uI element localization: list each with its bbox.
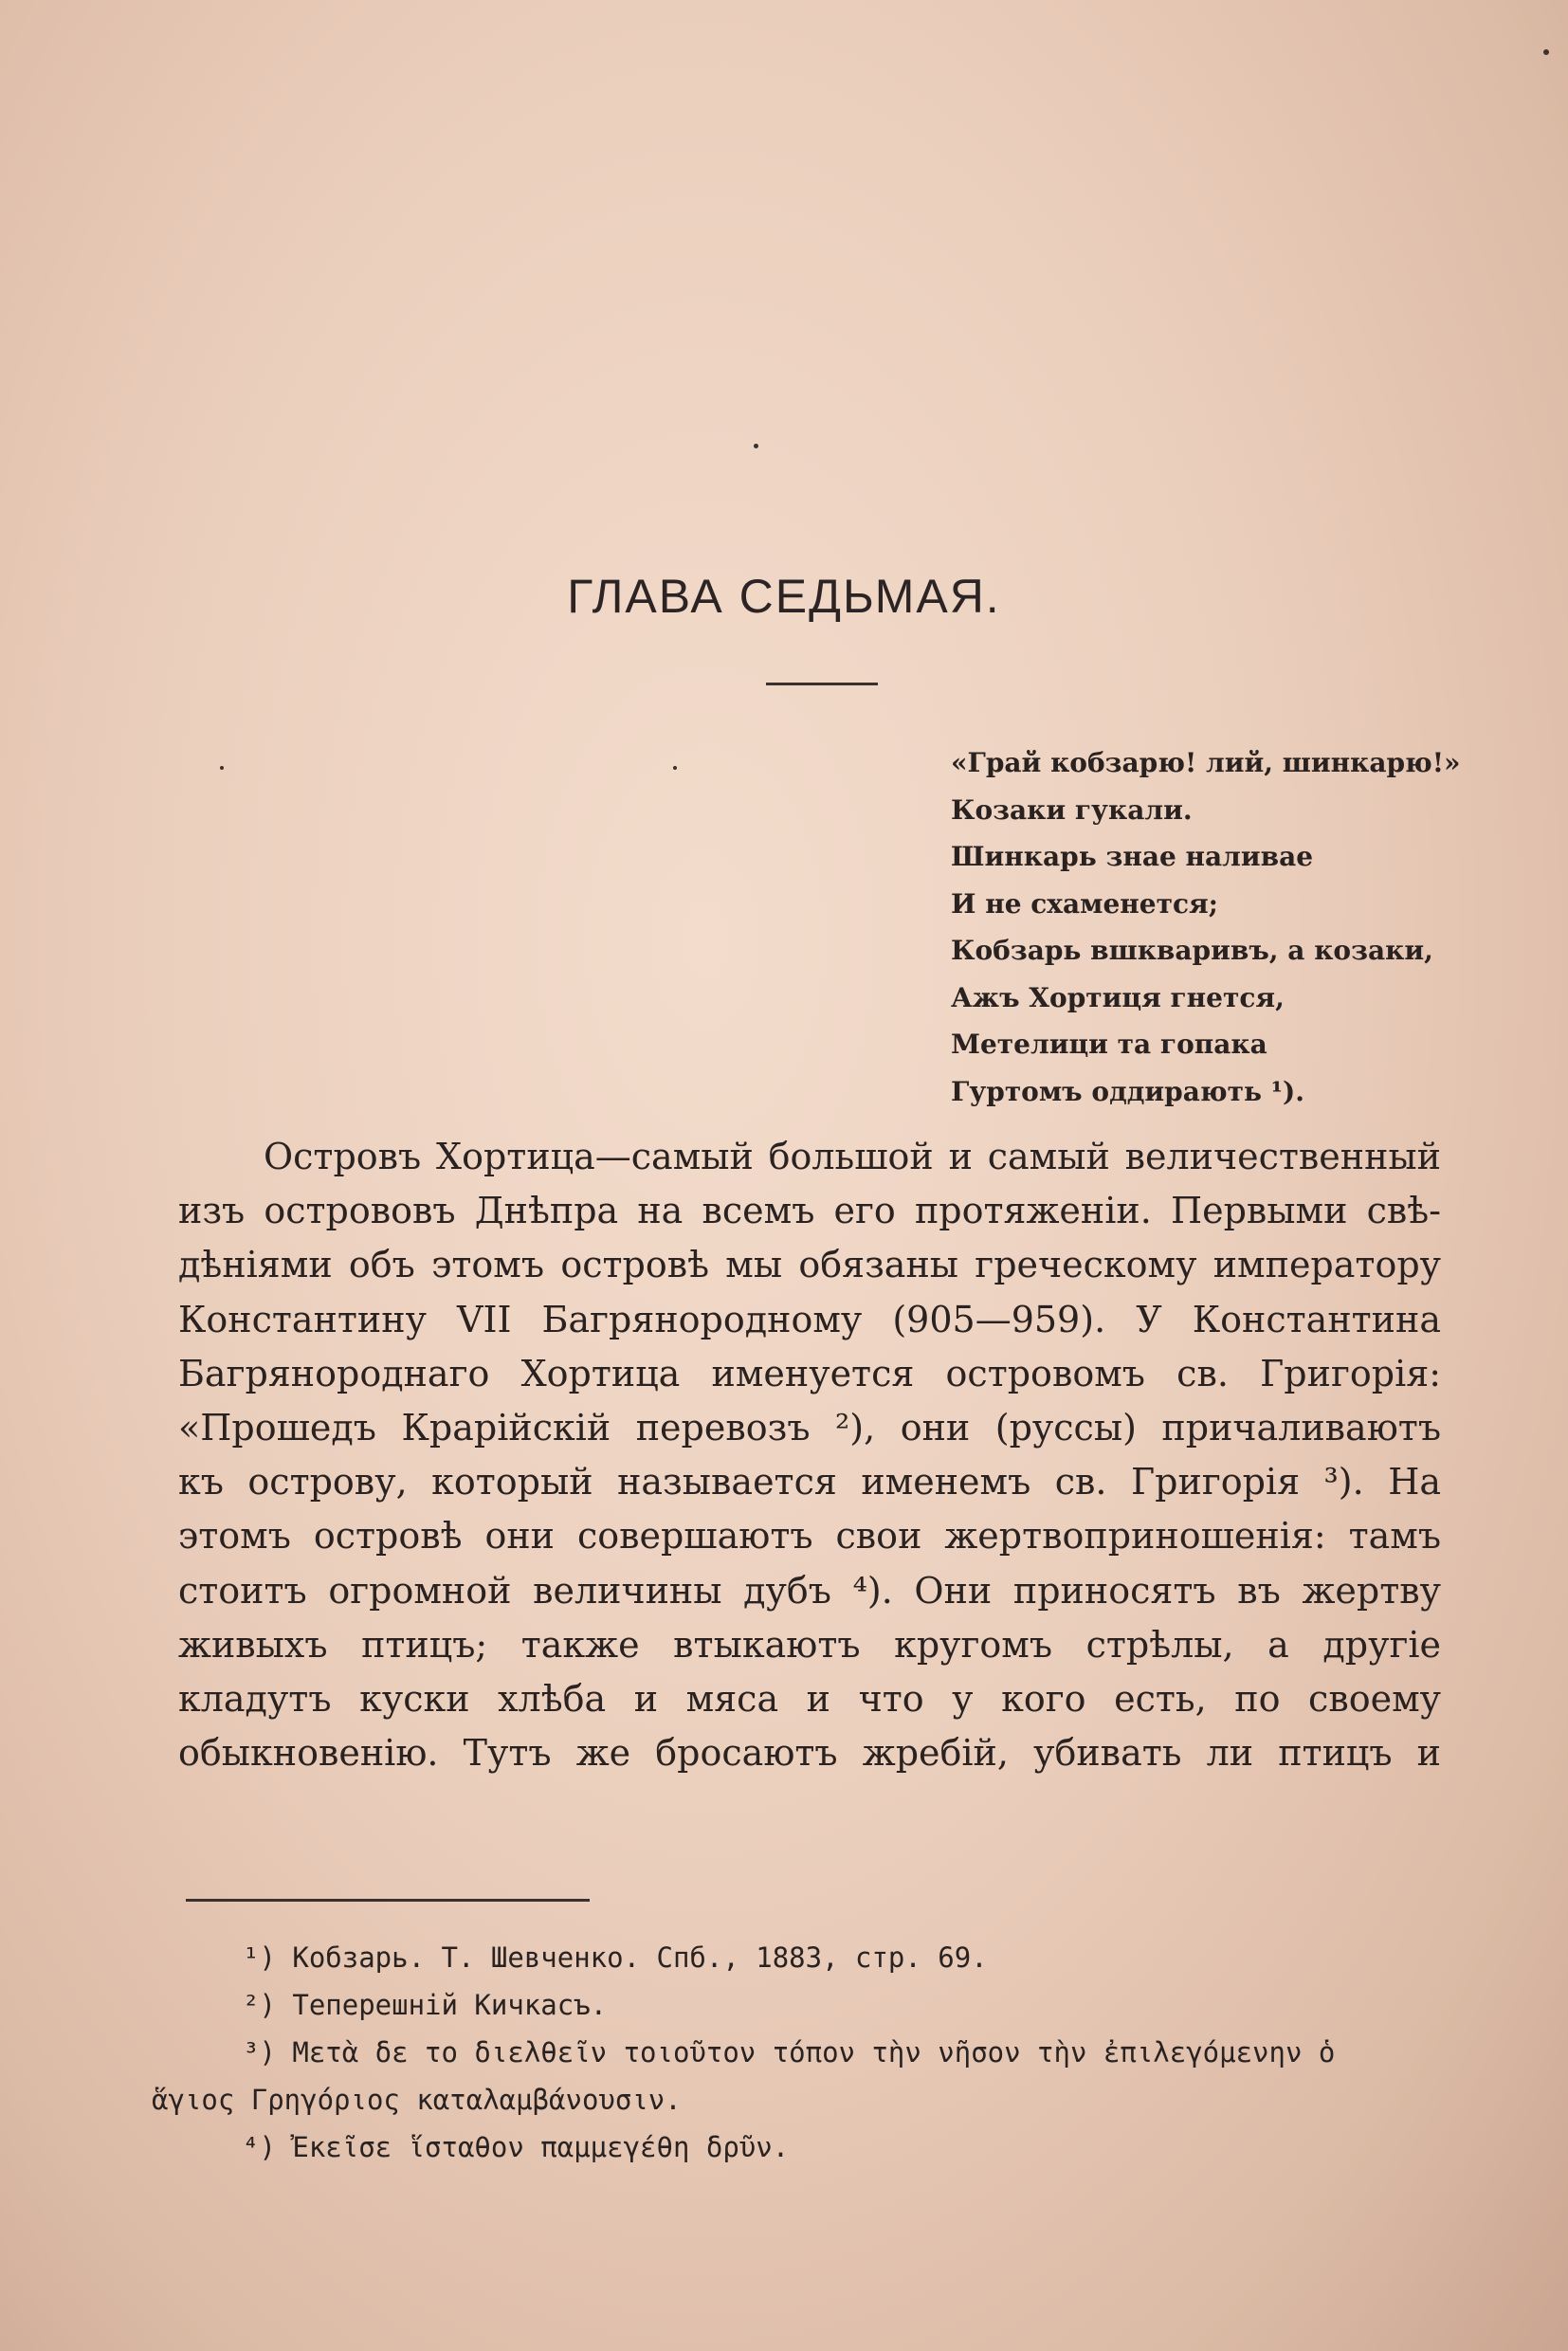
- footnote-2: [152, 1981, 1450, 2029]
- footnote-text: Ἐκεῖσε ἵσταθον παμμεγέθη δρῦν.: [275, 2131, 790, 2163]
- footnote-text: Кобзарь. Т. Шевченко. Спб., 1883, стр. 69.: [275, 1941, 988, 1974]
- body-line: Константину VII Багрянородному (905—959). У Константина: [178, 1298, 1441, 1340]
- epigraph-line: Гуртомъ оддирають ¹).: [951, 1075, 1304, 1107]
- epigraph-line: «Грай кобзарю! лий, шинкарю!»: [951, 747, 1461, 778]
- epigraph-line: Метелици та гопака: [951, 1029, 1267, 1060]
- body-paragraph: [178, 1130, 1441, 1780]
- footnote-4: [152, 2123, 1450, 2171]
- footnote-text: Теперешній Кичкасъ.: [275, 1989, 608, 2021]
- body-line: стоитъ огромной величины дубъ ⁴). Они приносятъ въ жертву: [178, 1569, 1441, 1612]
- body-line: этомъ островѣ они совершаютъ свои жертвоприношенія: тамъ: [178, 1515, 1441, 1558]
- body-line: изъ острововъ Днѣпра на всемъ его протяженіи. Первыми свѣ-: [178, 1190, 1441, 1232]
- footnote-divider: [186, 1899, 590, 1902]
- body-line: «Прошедъ Крарійскій перевозъ ²), они (руссы) причаливаютъ: [178, 1406, 1441, 1449]
- footnotes: [152, 1934, 1450, 2171]
- paper-speck: [673, 766, 677, 770]
- paper-speck: [220, 766, 224, 770]
- body-line: Островъ Хортица—самый большой и самый величественный: [264, 1136, 1441, 1177]
- footnote-mark: ³): [243, 2036, 276, 2069]
- paper-speck: [1543, 49, 1549, 55]
- epigraph: [951, 739, 1482, 1115]
- body-line: кладутъ куски хлѣба и мяса и что у кого есть, по своему: [178, 1677, 1441, 1720]
- epigraph-line: Козаки гукали.: [951, 793, 1193, 826]
- footnote-mark: ²): [243, 1989, 276, 2021]
- footnote-1: [152, 1934, 1450, 1981]
- footnote-text: ἅγιος Γρηγόριος καταλαμβάνουσιν.: [152, 2084, 682, 2116]
- epigraph-line: И не схаменется;: [951, 887, 1219, 920]
- body-line: къ острову, который называется именемъ св. Григорія ³). На: [178, 1461, 1441, 1504]
- title-divider: [766, 683, 878, 685]
- footnote-text: Μετὰ δε το διελθεῖν τοιοῦτον τόπον τὴν νῆσον τὴν ἐπιλεγόμενην ὁ: [275, 2036, 1336, 2069]
- epigraph-line: Кобзарь вшкваривъ, а козаки,: [951, 935, 1433, 966]
- footnote-3: [152, 2029, 1450, 2076]
- footnote-mark: ⁴): [243, 2131, 276, 2163]
- body-line: Багрянороднаго Хортица именуется островомъ св. Григорія:: [178, 1352, 1441, 1394]
- footnote-3-continuation: [152, 2076, 1450, 2123]
- body-line: живыхъ птицъ; также втыкаютъ кругомъ стрѣлы, а другіе: [178, 1623, 1441, 1666]
- paper-speck: [754, 444, 758, 448]
- body-line: дѣніями объ этомъ островѣ мы обязаны греческому императору: [178, 1244, 1441, 1286]
- chapter-title: ГЛАВА СЕДЬМАЯ.: [567, 570, 1001, 623]
- body-line: обыкновенію. Тутъ же бросаютъ жребій, убивать ли птицъ и: [178, 1732, 1441, 1775]
- epigraph-line: Ажъ Хортиця гнется,: [951, 981, 1285, 1013]
- footnote-mark: ¹): [243, 1941, 276, 1974]
- epigraph-line: Шинкарь знае наливае: [951, 841, 1314, 872]
